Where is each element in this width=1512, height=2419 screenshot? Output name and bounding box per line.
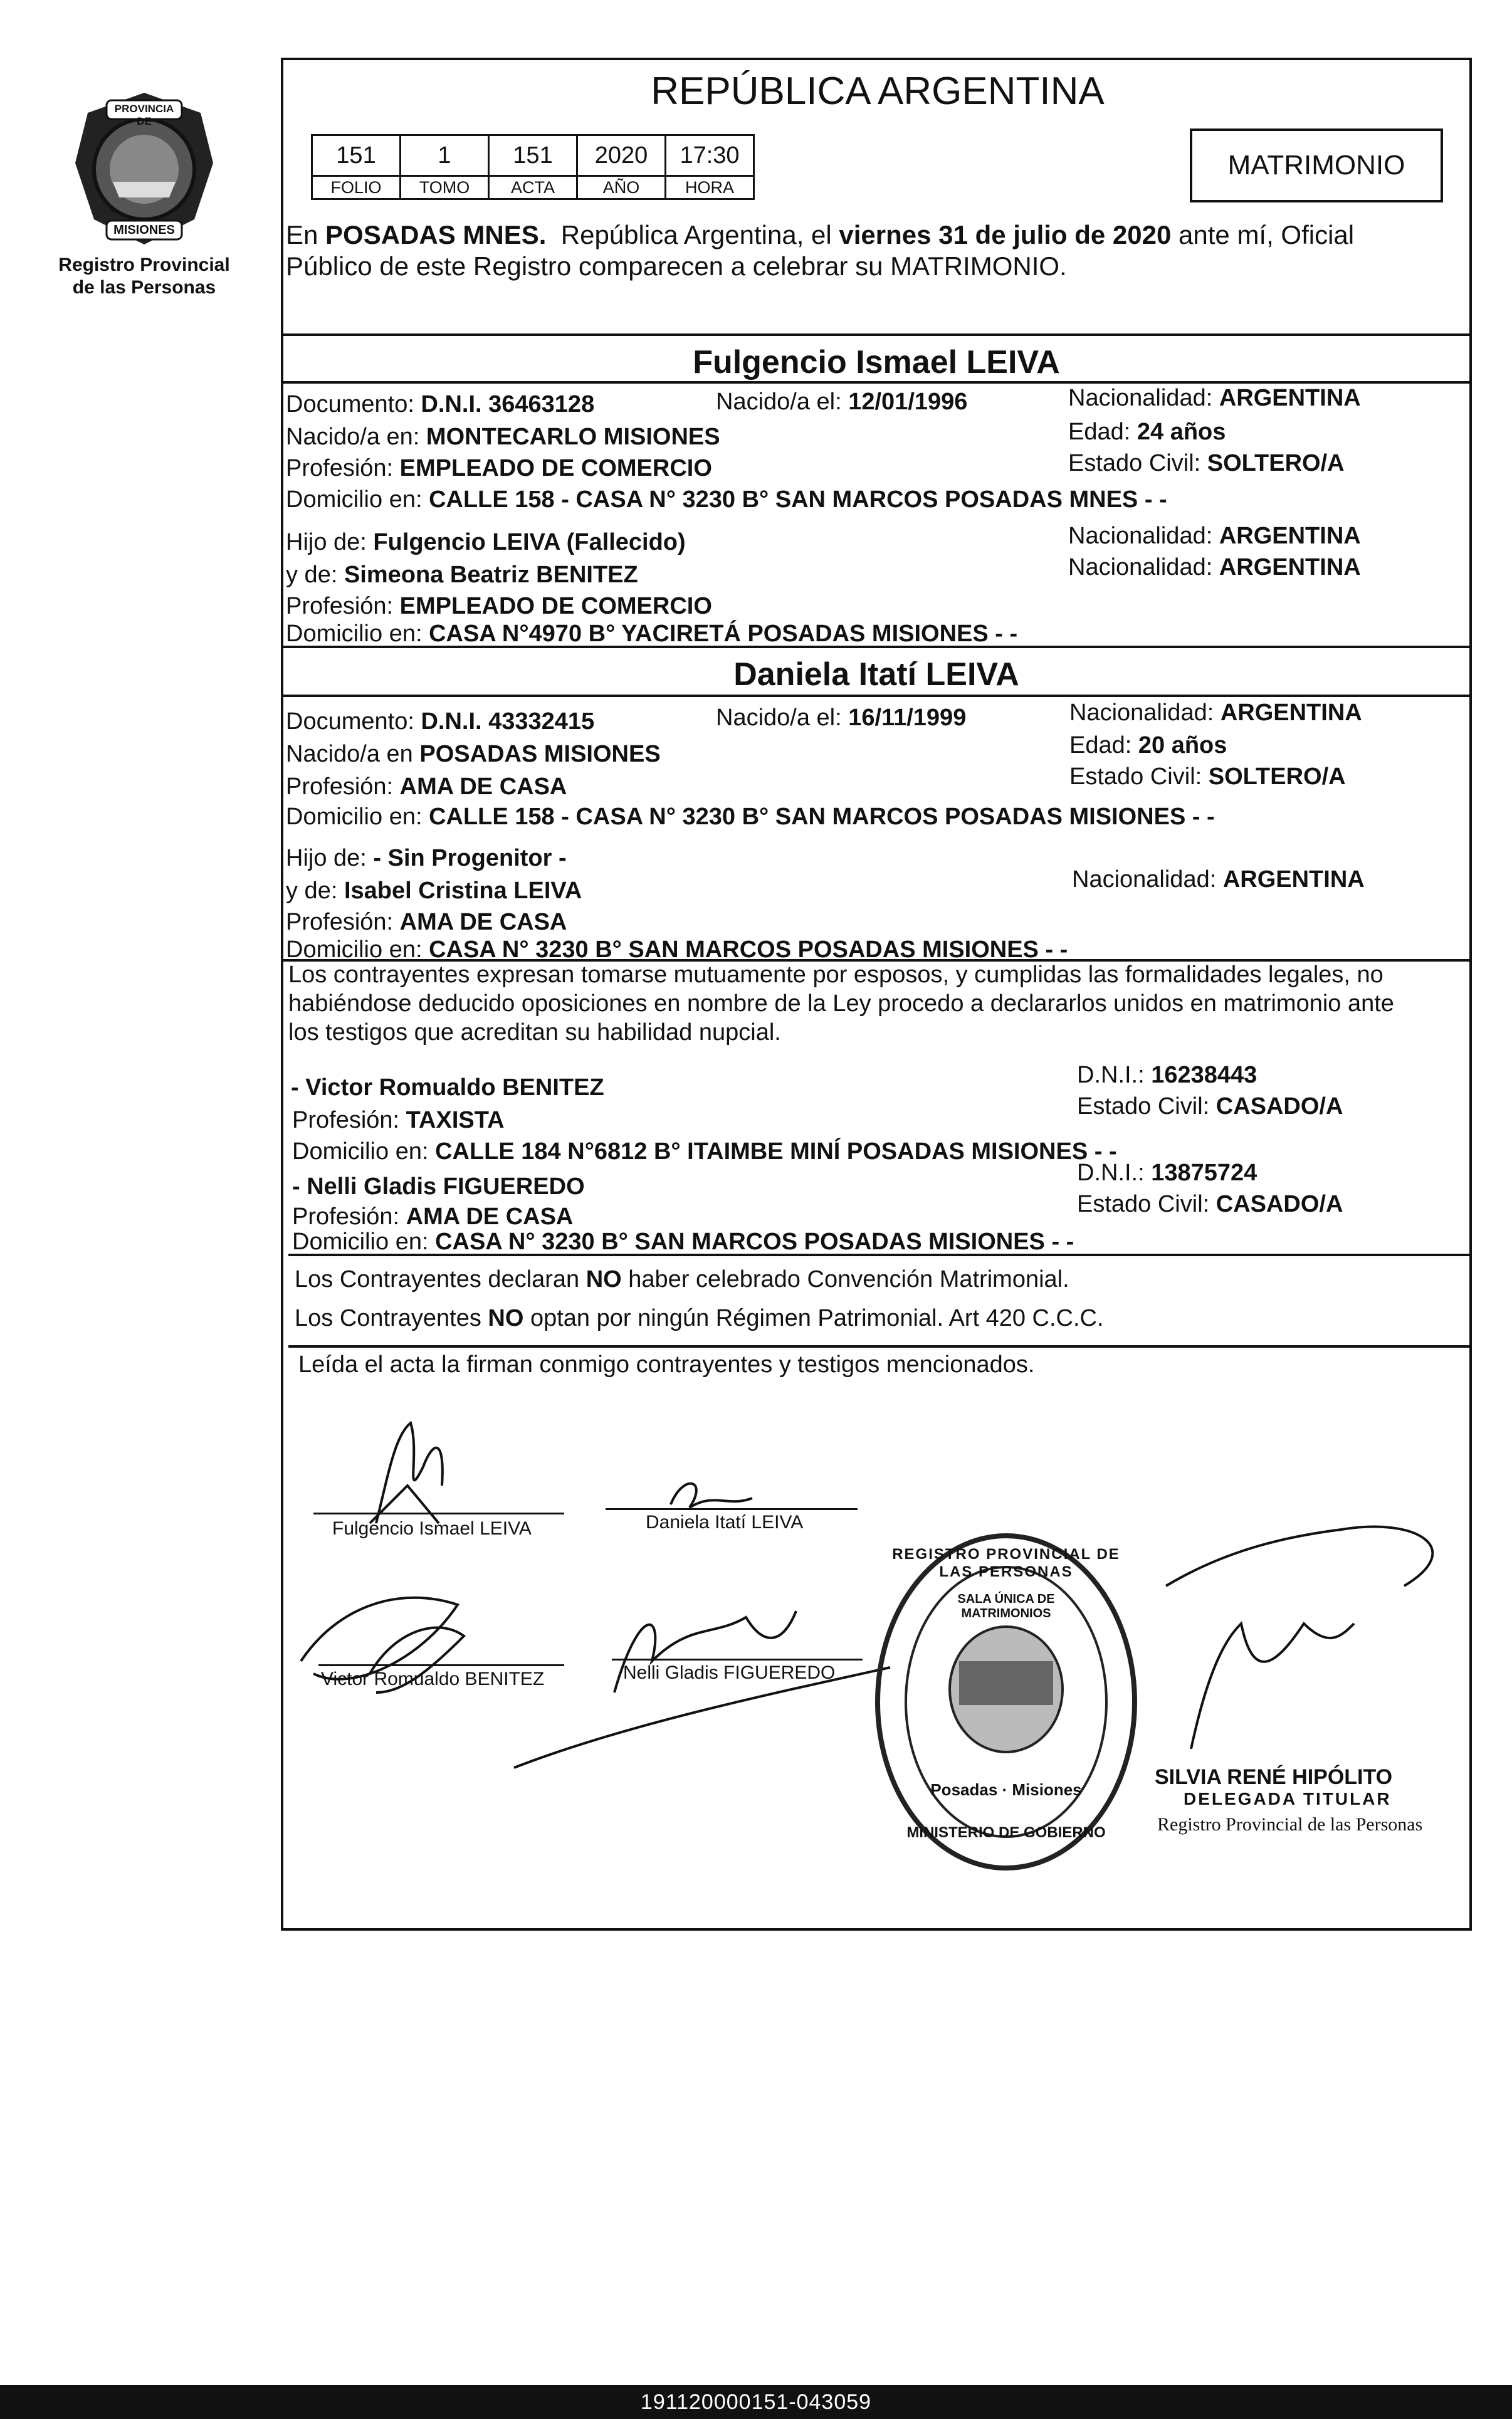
value-nacionalidad: ARGENTINA: [1219, 385, 1361, 411]
spouse1-name: Fulgencio Ismael LEIVA: [693, 344, 1060, 380]
signature-caption-spouse1: Fulgencio Ismael LEIVA: [332, 1518, 532, 1539]
label-documento: Documento:: [286, 391, 421, 417]
spouse2-nacido-el: [716, 706, 966, 730]
value-nacido-el: 16/11/1999: [848, 705, 967, 731]
label-edad: Edad:: [1069, 732, 1138, 758]
label-hijo-de: Hijo de:: [286, 529, 374, 555]
value-nacido-en: MONTECARLO MISIONES: [426, 424, 720, 450]
witness2-domicilio: [292, 1230, 1074, 1254]
label-documento: Documento:: [286, 708, 421, 735]
value-profesion: EMPLEADO DE COMERCIO: [399, 455, 712, 481]
label-profesion: Profesión:: [292, 1107, 406, 1133]
spouse2-edad: [1069, 733, 1227, 757]
ano-value: 2020: [577, 135, 666, 176]
value-estado-civil: SOLTERO/A: [1207, 450, 1345, 476]
label-estado-civil: Estado Civil:: [1077, 1191, 1216, 1217]
label-nacido-el: Nacido/a el:: [716, 705, 849, 731]
convention-no: NO: [488, 1305, 524, 1331]
label-domicilio: Domicilio en:: [292, 1138, 436, 1165]
tomo-caption: TOMO: [401, 176, 489, 199]
witness1-dni: [1077, 1063, 1257, 1087]
divider: [281, 333, 1472, 336]
logo-caption-line1: Registro Provincial: [58, 254, 230, 275]
official-stamp: [871, 1530, 1141, 1874]
witness1-profesion: [292, 1108, 505, 1132]
spouse1-estado-civil: [1068, 451, 1345, 475]
closing-statement: Leída el acta la firman conmigo contrayentes y testigos mencionados.: [298, 1351, 1035, 1378]
witness1-name: - Victor Romualdo BENITEZ: [291, 1074, 604, 1101]
stamp-ring-text: REGISTRO PROVINCIAL DE LAS PERSONAS: [892, 1546, 1120, 1580]
divider: [281, 646, 1472, 648]
footer-code: 191120000151-043059: [0, 2385, 1512, 2419]
label-dni: D.N.I.:: [1077, 1062, 1152, 1088]
signature-caption-witness1: Victor Romualdo BENITEZ: [321, 1669, 545, 1689]
value-edad: 20 años: [1138, 732, 1227, 758]
spouse2-documento: [286, 710, 594, 733]
signature-line: [612, 1659, 863, 1661]
value-nacionalidad: ARGENTINA: [1219, 523, 1361, 549]
label-edad: Edad:: [1068, 419, 1137, 445]
signature-line: [318, 1664, 564, 1666]
label-y-de: y de:: [286, 878, 344, 904]
spouse1-documento: [286, 392, 594, 416]
witness2-profesion: [292, 1205, 573, 1229]
spouse2-nacionalidad: [1069, 701, 1362, 725]
label-nacionalidad: Nacionalidad:: [1072, 866, 1223, 893]
label-domicilio: Domicilio en:: [286, 937, 429, 963]
spouse1-edad: [1068, 420, 1226, 444]
value-padre: Fulgencio LEIVA (Fallecido): [373, 529, 686, 555]
label-profesion: Profesión:: [286, 455, 400, 481]
acta-caption: ACTA: [489, 176, 577, 199]
convention-text: Los Contrayentes declaran: [295, 1266, 586, 1293]
spouse2-name: Daniela Itatí LEIVA: [733, 656, 1019, 693]
spouse1-nacido-en: [286, 425, 720, 449]
signature-caption-witness2: Nelli Gladis FIGUEREDO: [623, 1662, 836, 1683]
divider: [288, 1254, 1472, 1256]
spouse1-madre-nacionalidad: [1068, 555, 1361, 579]
spouse1-nacido-el: [716, 390, 967, 414]
spouse1-nacionalidad: [1068, 386, 1361, 410]
seal-text-top: PROVINCIA DE: [114, 103, 174, 127]
act-type-box: MATRIMONIO: [1190, 129, 1443, 202]
spouse2-padre: [286, 846, 567, 870]
intro-line1: [286, 222, 1354, 248]
label-nacido-en: Nacido/a en:: [286, 424, 426, 450]
spouse1-padre: [286, 530, 686, 554]
logo-caption-line2: de las Personas: [72, 277, 216, 298]
intro-date: viernes 31 de julio de 2020: [839, 220, 1172, 249]
value-domicilio: CALLE 184 N°6812 B° ITAIMBE MINÍ POSADAS MISIONES - -: [435, 1138, 1117, 1165]
label-profesion: Profesión:: [286, 593, 400, 619]
declaration-line1: Los contrayentes expresan tomarse mutuamente por esposos, y cumplidas las formalidades legales, no: [288, 962, 1383, 988]
spouse2-profesion: [286, 775, 567, 799]
officer-name: SILVIA RENÉ HIPÓLITO: [1155, 1765, 1393, 1789]
divider: [281, 381, 1472, 384]
signature-line: [606, 1508, 858, 1510]
spouse2-nacido-en: [286, 742, 661, 766]
declaration-line2: habiéndose deducido oposiciones en nombre de la Ley procedo a declararlos unidos en matrimonio ante: [288, 990, 1394, 1017]
label-domicilio: Domicilio en:: [286, 804, 429, 830]
label-dni: D.N.I.:: [1077, 1160, 1152, 1186]
label-hijo-de: Hijo de:: [286, 845, 374, 871]
value-edad: 24 años: [1137, 419, 1226, 445]
stamp-ministry-text: MINISTERIO DE GOBIERNO: [906, 1824, 1106, 1841]
spouse1-padres-domicilio: [286, 622, 1017, 646]
intro-line2: Público de este Registro comparecen a celebrar su MATRIMONIO.: [286, 251, 1067, 281]
spouse2-madre-nacionalidad: [1072, 868, 1365, 891]
label-profesion: Profesión:: [286, 774, 400, 800]
value-domicilio: CASA N° 3230 B° SAN MARCOS POSADAS MISIONES - -: [435, 1229, 1074, 1255]
label-domicilio: Domicilio en:: [292, 1229, 436, 1255]
value-documento: D.N.I. 43332415: [421, 708, 595, 735]
value-padre: - Sin Progenitor -: [373, 845, 567, 871]
hora-value: 17:30: [666, 135, 754, 176]
label-nacionalidad: Nacionalidad:: [1068, 554, 1219, 580]
logo-caption: [44, 254, 244, 299]
convention-line1: [295, 1267, 1069, 1291]
label-y-de: y de:: [286, 562, 344, 588]
convention-text: Los Contrayentes: [295, 1305, 488, 1331]
witness2-name: - Nelli Gladis FIGUEREDO: [292, 1173, 585, 1200]
value-domicilio: CALLE 158 - CASA N° 3230 B° SAN MARCOS POSADAS MISIONES - -: [429, 804, 1215, 830]
value-dni: 16238443: [1151, 1062, 1257, 1088]
label-nacionalidad: Nacionalidad:: [1068, 385, 1219, 411]
stamp-inner-text: SALA ÚNICA DE MATRIMONIOS: [957, 1592, 1055, 1620]
value-madre: Simeona Beatriz BENITEZ: [344, 562, 638, 588]
value-documento: D.N.I. 36463128: [421, 391, 595, 417]
intro-p1: En: [286, 220, 326, 249]
convention-no: NO: [585, 1266, 622, 1293]
value-domicilio: CALLE 158 - CASA N° 3230 B° SAN MARCOS POSADAS MNES - -: [429, 486, 1167, 513]
label-profesion: Profesión:: [292, 1204, 406, 1230]
value-estado-civil: SOLTERO/A: [1208, 763, 1346, 790]
label-estado-civil: Estado Civil:: [1069, 763, 1209, 790]
label-domicilio: Domicilio en:: [286, 621, 429, 647]
value-nacionalidad: ARGENTINA: [1222, 866, 1365, 893]
spouse2-madre: [286, 879, 582, 903]
value-dni: 13875724: [1151, 1160, 1257, 1186]
witness1-domicilio: [292, 1140, 1117, 1163]
value-domicilio: CASA N° 3230 B° SAN MARCOS POSADAS MISIONES - -: [429, 937, 1068, 963]
label-estado-civil: Estado Civil:: [1077, 1093, 1216, 1120]
folio-caption: FOLIO: [312, 176, 401, 199]
divider: [281, 695, 1472, 697]
spouse2-domicilio: [286, 805, 1215, 829]
convention-line2: [295, 1306, 1104, 1330]
label-profesion: Profesión:: [286, 909, 400, 935]
spouse1-madre: [286, 563, 638, 587]
signature-line: [313, 1513, 564, 1514]
value-nacido-el: 12/01/1996: [848, 389, 968, 415]
value-profesion: TAXISTA: [406, 1107, 505, 1133]
spouse1-profesion: [286, 456, 712, 480]
spouse2-estado-civil: [1069, 765, 1346, 789]
folio-value: 151: [312, 135, 401, 176]
spouse2-padres-profesion: [286, 910, 567, 934]
convention-text: optan por ningún Régimen Patrimonial. Art 420 C.C.C.: [523, 1305, 1104, 1331]
page-title: REPÚBLICA ARGENTINA: [651, 70, 1105, 113]
value-profesion: AMA DE CASA: [399, 909, 567, 935]
officer-title: DELEGADA TITULAR: [1184, 1789, 1392, 1808]
spouse2-padres-domicilio: [286, 938, 1068, 962]
label-nacido-el: Nacido/a el:: [716, 389, 849, 415]
acta-value: 151: [489, 135, 577, 176]
spouse1-padres-profesion: [286, 594, 712, 618]
witness2-estado-civil: [1077, 1192, 1343, 1216]
intro-p2: República Argentina, el: [546, 220, 839, 249]
tomo-value: 1: [401, 135, 489, 176]
witness1-estado-civil: [1077, 1094, 1343, 1118]
value-estado-civil: CASADO/A: [1215, 1093, 1343, 1120]
declaration-line3: los testigos que acreditan su habilidad nupcial.: [288, 1019, 781, 1046]
value-profesion: EMPLEADO DE COMERCIO: [399, 593, 712, 619]
officer-office: Registro Provincial de las Personas: [1157, 1814, 1423, 1835]
hora-caption: HORA: [666, 176, 754, 199]
province-seal-logo: [69, 88, 219, 251]
value-estado-civil: CASADO/A: [1215, 1191, 1343, 1217]
label-nacionalidad: Nacionalidad:: [1069, 700, 1221, 726]
divider: [288, 1345, 1472, 1348]
signature-caption-spouse2: Daniela Itatí LEIVA: [646, 1512, 804, 1533]
value-profesion: AMA DE CASA: [399, 774, 567, 800]
value-nacionalidad: ARGENTINA: [1220, 700, 1362, 726]
label-domicilio: Domicilio en:: [286, 486, 429, 513]
value-domicilio: CASA N°4970 B° YACIRETÁ POSADAS MISIONES - -: [429, 621, 1018, 647]
convention-text: haber celebrado Convención Matrimonial.: [621, 1266, 1069, 1293]
label-nacido-en: Nacido/a en: [286, 741, 420, 767]
witness2-dni: [1077, 1161, 1257, 1185]
seal-text-bottom: MISIONES: [113, 223, 175, 237]
value-nacido-en: POSADAS MISIONES: [419, 741, 661, 767]
spouse1-padre-nacionalidad: [1068, 524, 1361, 548]
ano-caption: AÑO: [577, 176, 666, 199]
intro-p3: ante mí, Oficial: [1171, 220, 1355, 249]
label-nacionalidad: Nacionalidad:: [1068, 523, 1219, 549]
spouse1-domicilio: [286, 488, 1167, 512]
value-nacionalidad: ARGENTINA: [1219, 554, 1361, 580]
value-madre: Isabel Cristina LEIVA: [344, 878, 582, 904]
value-profesion: AMA DE CASA: [406, 1204, 574, 1230]
registry-box: [311, 134, 755, 200]
stamp-bottom-text: Posadas · Misiones: [930, 1780, 1082, 1799]
label-estado-civil: Estado Civil:: [1068, 450, 1207, 476]
intro-place: POSADAS MNES.: [325, 220, 547, 249]
